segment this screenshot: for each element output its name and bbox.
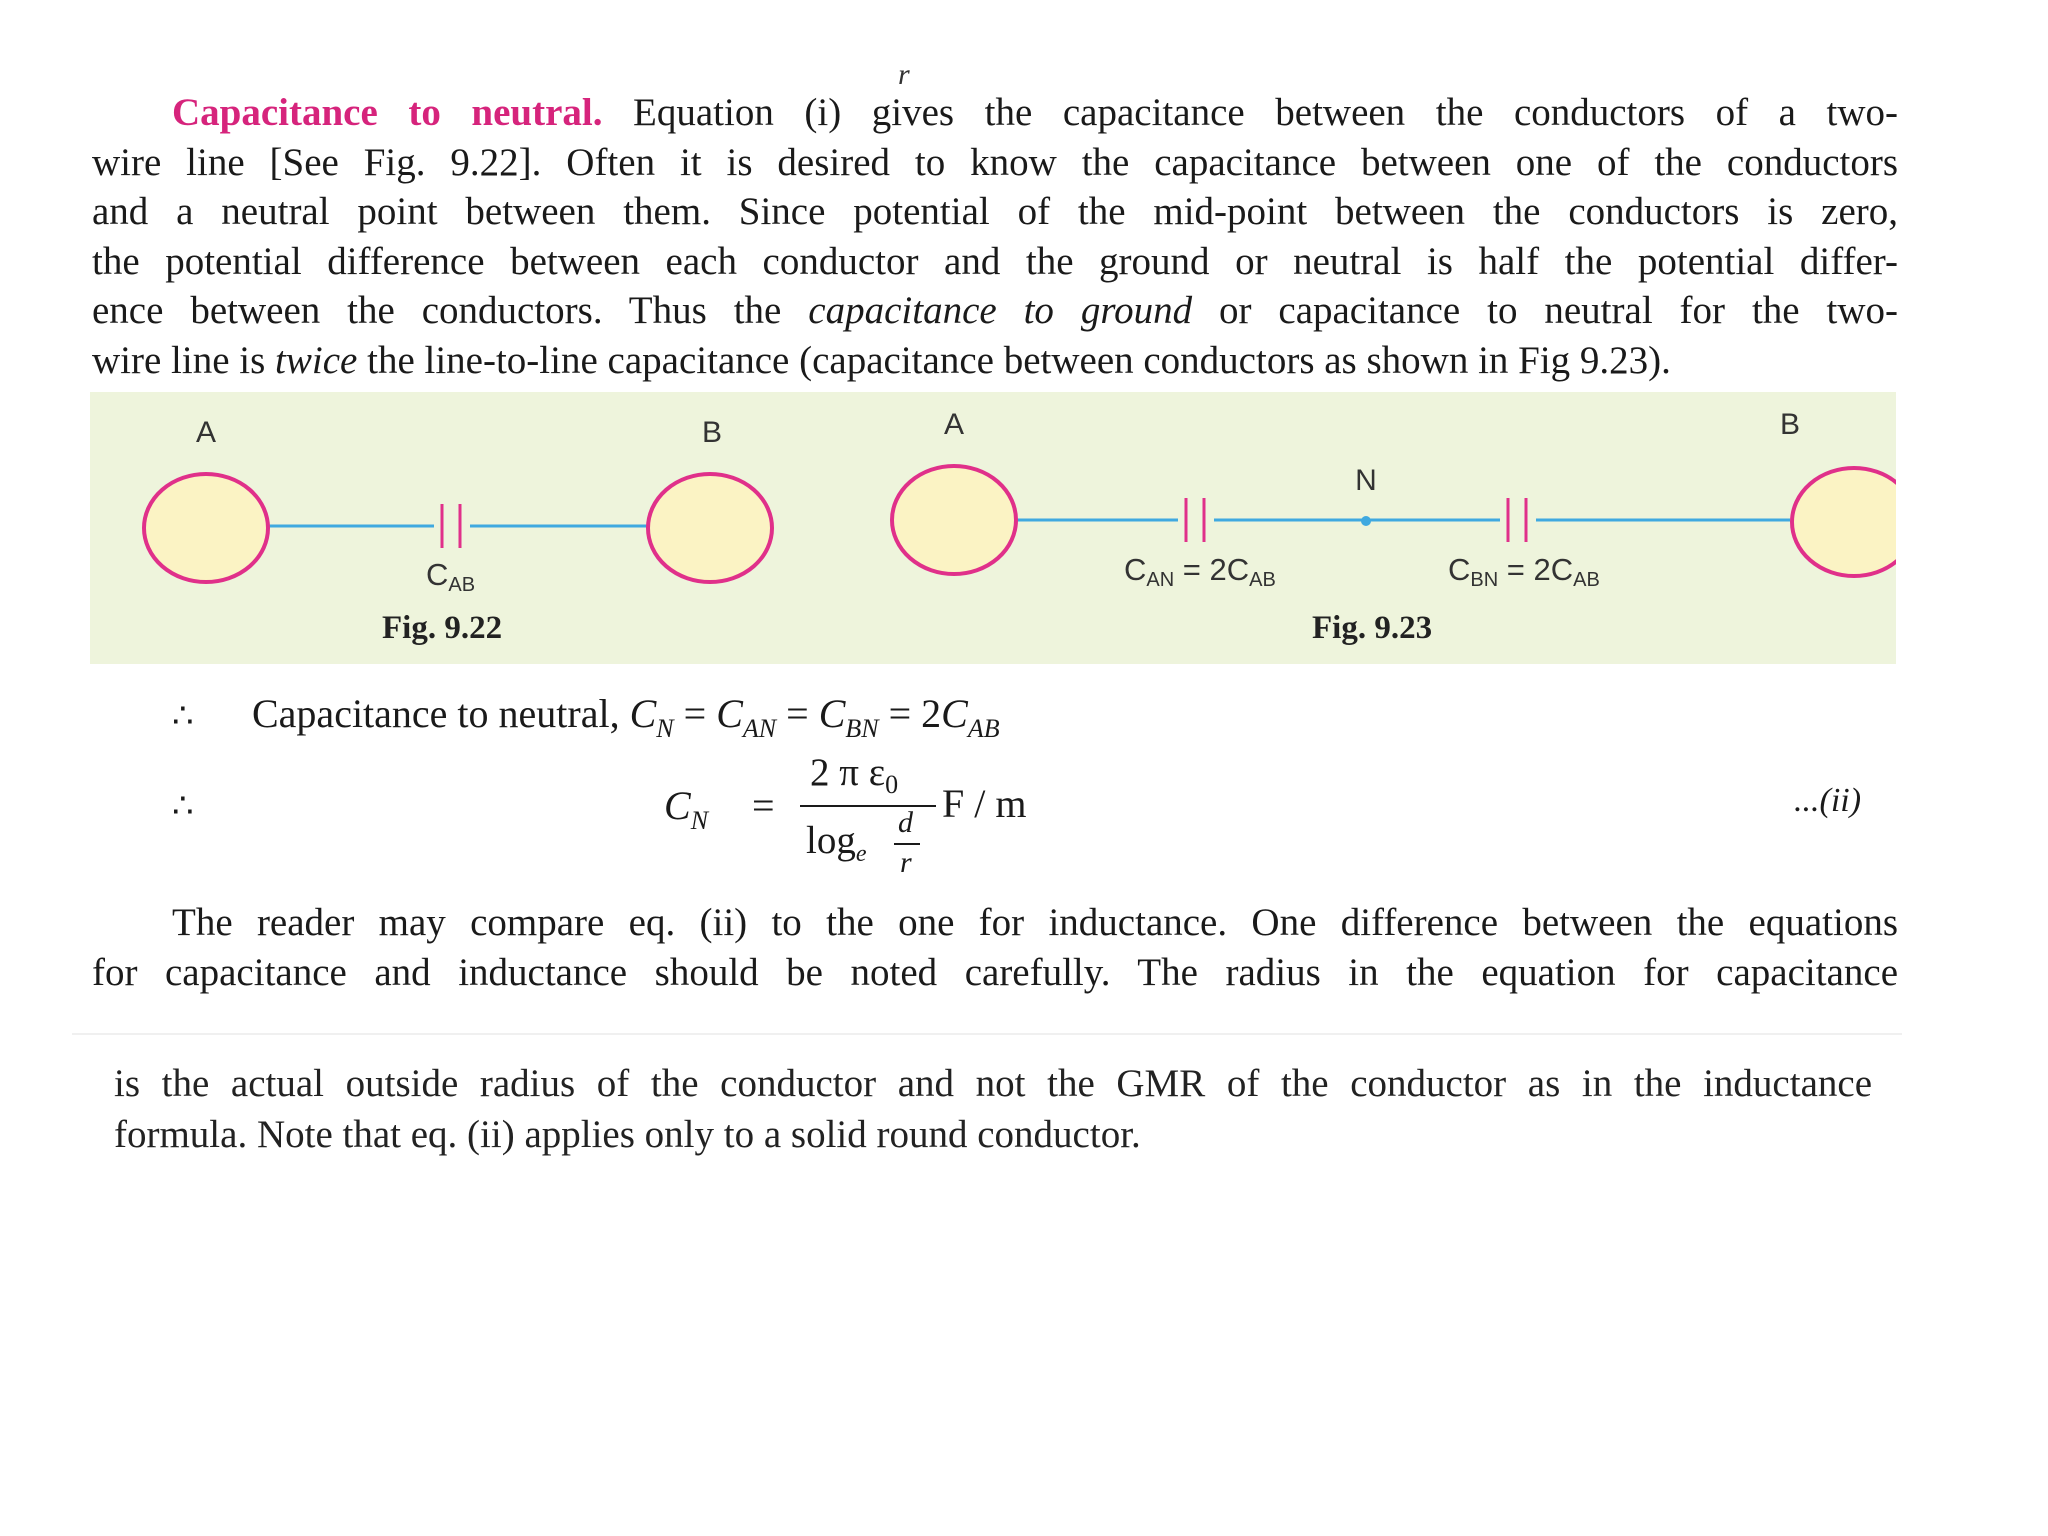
eq1-can-sub: AN [742,714,777,743]
eq2-denominator [806,818,867,868]
eq2-numerator-sub: 0 [885,770,899,799]
eq1-cn: C [629,691,657,736]
fig22-conductor-b [648,474,772,582]
therefore-symbol-2: ∴ [172,786,194,826]
page-divider [72,1033,1902,1035]
fig23-capacitor-bn-gap [1500,502,1536,538]
fig22-cap-main: C [426,557,449,592]
fig23-can-sub: AN [1146,569,1175,591]
eq2-numerator-main: 2 π ε [810,751,886,794]
eq1-text: Capacitance to neutral, [252,691,630,736]
fig23-cbn-main: C [1448,552,1471,587]
fig23-label-a: A [943,408,965,441]
fig23-cbn-sub: BN [1470,569,1499,591]
fig23-can-main: C [1124,552,1147,587]
para1-line-6 [92,336,1898,386]
fig23-conductor-b [1792,468,1896,576]
para3-line-2: formula. Note that eq. (ii) applies only to a solid round conductor. [114,1113,1141,1156]
equation-capacitance-to-neutral [252,690,1000,744]
para1-line-3: and a neutral point between them. Since potential of the mid-point between the conductors is zero, [92,190,1898,234]
eq2-numerator [810,750,898,800]
para1-line-5 [92,286,1898,336]
para1-line-5-italic: capacitance to ground [808,289,1193,333]
eq2-fraction-bar [800,805,936,807]
eq1-can: C [716,691,743,736]
fig23-cbn-eq: = 2C [1498,552,1574,587]
fig22-capacitor-gap [434,508,470,544]
stray-mark: r [898,58,910,91]
eq1-cn-sub: N [656,714,674,743]
fig22-label-b: B [701,416,723,449]
para1-line-2: wire line [See Fig. 9.22]. Often it is desired to know the capacitance between one of the conductors [92,140,1898,184]
para2-line-2: for capacitance and inductance should be noted carefully. The radius in the equation for capacitance [92,951,1898,994]
para1-line-4: the potential difference between each conductor and the ground or neutral is half the potential differ- [92,239,1898,283]
fig23-can-eq-sub: AB [1249,569,1276,591]
fig23-cbn-label [1448,552,1600,592]
eq1-cab: C [941,691,968,736]
para2-line-1 [92,898,1898,948]
eq1-eq3: = 2 [878,691,942,736]
fig23-capacitor-an-gap [1178,502,1214,538]
eq2-r: r [900,846,912,879]
fig22-caption: Fig. 9.22 [382,610,503,646]
fig22-conductor-a [144,474,268,582]
eq2-tag: ...(ii) [1794,782,1862,819]
para3-line-1: is the actual outside radius of the conductor and not the GMR of the conductor as in the inductance [114,1062,1872,1105]
fig22-label-a: A [195,416,217,449]
eq2-equals: = [752,783,775,828]
fig23-label-b: B [1779,408,1801,441]
paragraph-capacitance-to-neutral [92,88,1898,386]
eq2-units: F / m [942,781,1027,826]
para1-line-6-italic: twice [275,338,358,382]
eq1-cbn: C [818,691,846,736]
para1-line-5-end: or capacitance to neutral for the two- [1192,289,1898,333]
para1-line-1-text: Equation (i) gives the capacitance between the conductors of a two- [633,91,1899,134]
fig23-caption: Fig. 9.23 [1312,610,1433,646]
eq1-cbn-sub: BN [845,714,879,743]
fig23-can-label [1124,552,1276,592]
fig22-cap-sub: AB [448,574,476,596]
eq2-d: d [898,806,913,839]
fig23-label-n: N [1355,464,1377,497]
para1-line-6-end: the line-to-line capacitance (capacitance between conductors as shown in Fig 9.23). [357,338,1671,382]
eq2-lhs-sub: N [690,806,709,835]
para1-line-6-start: wire line is [92,338,276,382]
para1-line-1 [92,88,1898,138]
figures-panel [90,392,1896,664]
eq1-eq2: = [776,691,819,736]
para2-line-1-text: The reader may compare eq. (ii) to the one for inductance. One difference between the equations [172,901,1898,944]
eq2-lhs [664,782,708,836]
paragraph-radius-note [114,1058,1872,1160]
para1-line-5-start: ence between the conductors. Thus the [92,289,809,333]
fig23-cbn-eq-sub: AB [1573,569,1600,591]
therefore-symbol-1: ∴ [172,696,194,736]
eq1-eq: = [673,691,717,736]
fig23-conductor-a [892,466,1016,574]
eq2-lhs-main: C [664,783,691,828]
section-heading: Capacitance to neutral. [172,91,603,134]
fig23-can-eq: = 2C [1174,552,1250,587]
eq2-mini-fraction-bar [894,843,920,845]
figures-diagram [90,392,1896,664]
eq1-cab-sub: AB [967,714,1000,743]
eq2-denominator-sub: e [855,841,867,867]
eq2-denominator-main: log [806,819,856,862]
fig23-neutral-point [1361,516,1371,526]
fig22-capacitance-label [426,557,475,597]
paragraph-comparison [92,898,1898,998]
